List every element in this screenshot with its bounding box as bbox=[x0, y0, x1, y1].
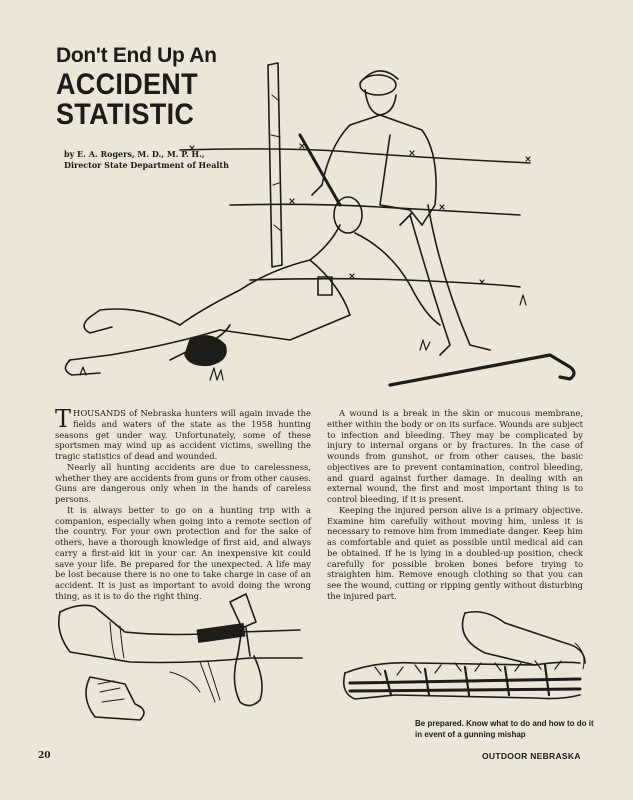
image-caption: Be prepared. Know what to do and how to do it in event of a gunning mishap bbox=[415, 719, 594, 739]
magazine-name: OUTDOOR NEBRASKA bbox=[482, 751, 581, 761]
article-column-left bbox=[55, 405, 311, 602]
paragraph: A wound is a break in the skin or mucous membrane, either within the body or on its surface. Wounds are subject to infection and bleeding. They may be complicated by injury to internal organs or by fractures. In the case of wounds from gunshot, or from other causes, the basic objectives are to prevent contamination, control bleeding, and guard against further damage. In dealing with an external wound, the first and most important thing is to control bleeding, if it is present. bbox=[327, 408, 583, 504]
byline-position: Director State Department of Health bbox=[64, 160, 229, 170]
paragraph: It is always better to go on a hunting trip with a companion, especially when going into a remote section of the country. For your own protection and for the sake of others, have a thorough knowledge of first aid, and always carry a first-aid kit in your car. An inexpensive kit could save your life. Be prepared for the unexpected. A life may be lost because there is no one to take charge in case of an accident. It is just as important to avoid doing the wrong thing, as it is to do the right thing. bbox=[55, 504, 311, 601]
paragraph: Keeping the injured person alive is a primary objective. Examine him carefully without moving him, unless it is necessary to remove him from immediate danger. Keep him as comfortable and quiet as possible until medical aid can be obtained. If he is lying in a doubled-up position, check carefully for possible broken bones before trying to straighten him. Remove enough clothing so that you can see the wound, cutting or ripping gently without disturbing the injured part. bbox=[327, 504, 583, 601]
paragraph: THOUSANDS of Nebraska hunters will again invade the fields and waters of the state as the 1958 hunting seasons get under way. Unfortunately, some of these sportsmen may wind up as accident victims, swelling the tragic statistics of dead and wounded. bbox=[55, 405, 311, 461]
page-number: 20 bbox=[38, 751, 51, 761]
hunting-accident-illustration bbox=[50, 55, 590, 400]
paragraph: Nearly all hunting accidents are due to carelessness, whether they are accidents from guns or from other causes. Guns are dangerous only when in the hands of careless persons. bbox=[55, 461, 311, 504]
article-column-right bbox=[327, 408, 583, 602]
byline-author: by E. A. Rogers, M. D., M. P. H., bbox=[64, 149, 205, 159]
title-line-3: STATISTIC bbox=[56, 98, 195, 131]
title-line-1: Don't End Up An bbox=[56, 44, 217, 67]
drop-cap: T bbox=[55, 405, 72, 433]
title-line-2: ACCIDENT bbox=[56, 68, 198, 101]
splinted-leg-illustration bbox=[335, 603, 590, 713]
leg-bandage-illustration bbox=[50, 592, 315, 727]
